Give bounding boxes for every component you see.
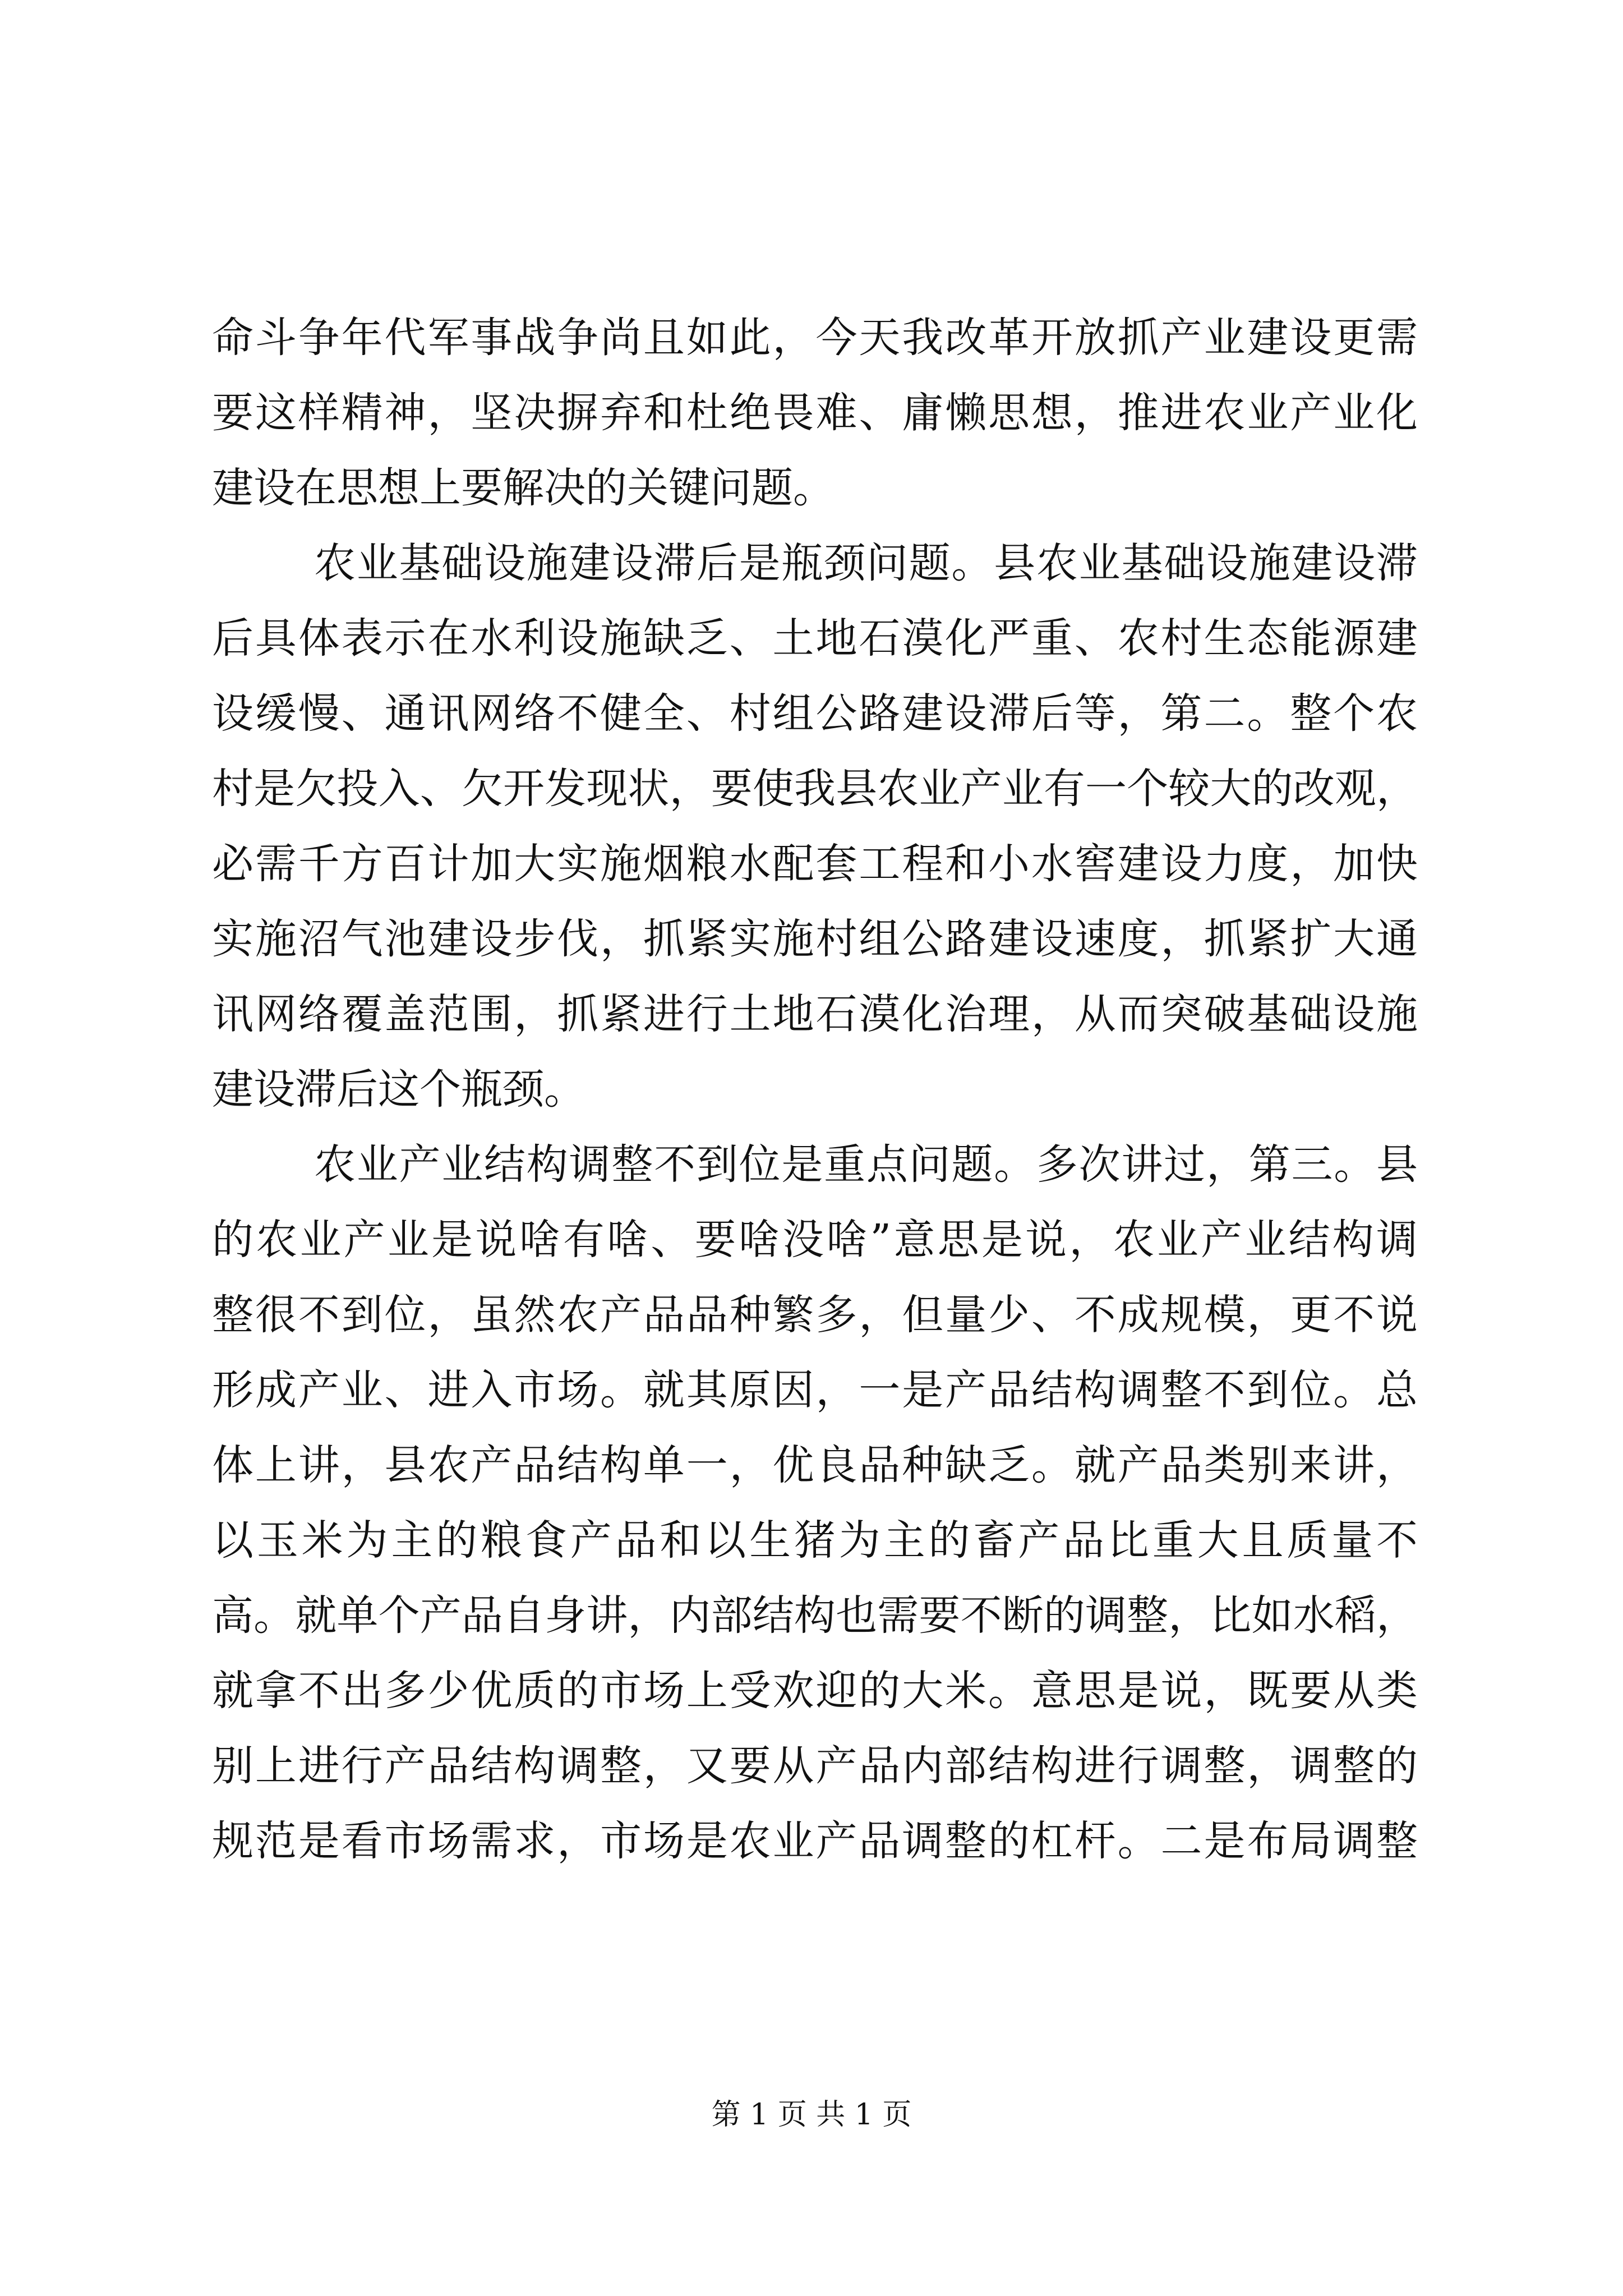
paragraph-2-line-3: 设缓慢、通讯网络不健全、村组公路建设滞后等，第二。整个农 xyxy=(212,689,1418,738)
paragraph-3-line-4: 形成产业、进入市场。就其原因，一是产品结构调整不到位。总 xyxy=(212,1366,1418,1414)
paragraph-3-line-10: 规范是看市场需求，市场是农业产品调整的杠杆。二是布局调整 xyxy=(212,1817,1418,1865)
paragraph-2-line-6: 实施沼气池建设步伐，抓紧实施村组公路建设速度，抓紧扩大通 xyxy=(212,915,1418,963)
page-number-label: 第 1 页 共 1 页 xyxy=(711,2098,912,2132)
paragraph-3-line-2: 的农业产业是说啥有啥、要啥没啥”意思是说，农业产业结构调 xyxy=(212,1216,1418,1264)
paragraph-3-line-5: 体上讲，县农产品结构单一，优良品种缺乏。就产品类别来讲， xyxy=(212,1441,1418,1489)
paragraph-3-line-7: 高。就单个产品自身讲，内部结构也需要不断的调整，比如水稻， xyxy=(212,1591,1418,1640)
paragraph-3-line-3: 整很不到位，虽然农产品品种繁多，但量少、不成规模，更不说 xyxy=(212,1291,1418,1339)
paragraph-1-line-2: 要这样精神，坚决摒弃和杜绝畏难、庸懒思想，推进农业产业化 xyxy=(212,389,1418,437)
paragraph-1-line-1: 命斗争年代军事战争尚且如此，今天我改革开放抓产业建设更需 xyxy=(212,314,1418,362)
paragraph-2-line-2: 后具体表示在水利设施缺乏、土地石漠化严重、农村生态能源建 xyxy=(212,614,1418,662)
page-footer xyxy=(0,2095,1623,2134)
paragraph-1-line-3: 建设在思想上要解决的关键问题。 xyxy=(212,464,834,512)
paragraph-3-line-6: 以玉米为主的粮食产品和以生猪为主的畜产品比重大且质量不 xyxy=(212,1516,1418,1565)
paragraph-2-line-7: 讯网络覆盖范围，抓紧进行土地石漠化治理，从而突破基础设施 xyxy=(212,990,1418,1038)
paragraph-3-line-9: 别上进行产品结构调整，又要从产品内部结构进行调整，调整的 xyxy=(212,1742,1418,1790)
paragraph-2-line-1: 农业基础设施建设滞后是瓶颈问题。县农业基础设施建设滞 xyxy=(314,539,1418,587)
paragraph-2-line-5: 必需千方百计加大实施烟粮水配套工程和小水窖建设力度，加快 xyxy=(212,840,1418,888)
paragraph-3-line-8: 就拿不出多少优质的市场上受欢迎的大米。意思是说，既要从类 xyxy=(212,1667,1418,1715)
paragraph-3-line-1: 农业产业结构调整不到位是重点问题。多次讲过，第三。县 xyxy=(314,1140,1418,1189)
document-body xyxy=(212,300,1418,1879)
paragraph-2-line-8: 建设滞后这个瓶颈。 xyxy=(212,1065,585,1114)
paragraph-2-line-4: 村是欠投入、欠开发现状，要使我县农业产业有一个较大的改观， xyxy=(212,765,1418,813)
